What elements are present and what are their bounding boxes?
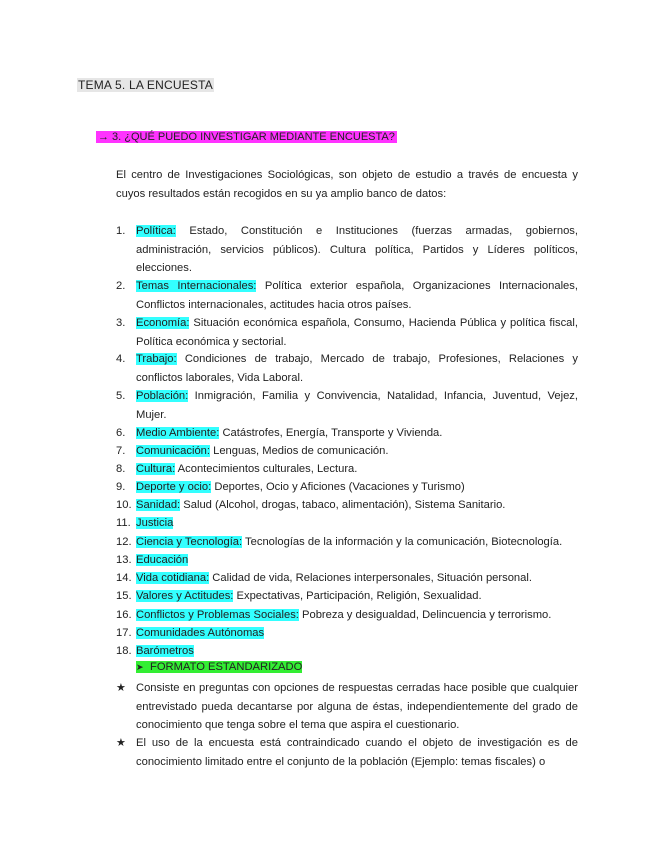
intro-paragraph: El centro de Investigaciones Sociológicas, son objeto de estudio a través de encuesta y cuyos resultados están recogidos en su ya amplio banco de datos:: [116, 169, 578, 200]
list-item: [116, 606, 578, 625]
list-item-text: [136, 442, 578, 461]
list-item-description: Situación económica española, Consumo, Hacienda Pública y política fiscal, Política económica y sectorial.: [136, 317, 578, 348]
list-item-label: Trabajo:: [136, 353, 177, 365]
bullet-text: El uso de la encuesta está contraindicado cuando el objeto de investigación es de conocimiento limitado entre el conjunto de la población (Ejemplo: temas fiscales) o: [136, 737, 578, 768]
list-item-description: Lenguas, Medios de comunicación.: [210, 445, 389, 457]
list-item-text: [136, 314, 578, 351]
list-item-description: Condiciones de trabajo, Mercado de trabajo, Profesiones, Relaciones y conflictos laborales, Vida Laboral.: [136, 353, 578, 384]
list-item-label: Comunicación:: [136, 445, 210, 457]
list-item: [116, 387, 578, 424]
section-heading: → 3. ¿QUÉ PUEDO INVESTIGAR MEDIANTE ENCUESTA?: [98, 131, 395, 143]
list-item: [116, 314, 578, 351]
list-item-text: [136, 587, 578, 606]
list-item: [116, 478, 578, 497]
list-item-number: 18.: [116, 645, 132, 657]
arrowhead-icon: ➤: [136, 662, 144, 672]
list-item-label: Economía:: [136, 317, 190, 329]
list-item-label: Educación: [136, 554, 189, 566]
list-item-number: 2.: [116, 280, 126, 292]
list-item-number: 15.: [116, 590, 132, 602]
list-item-text: [136, 606, 578, 625]
list-item-description: Catástrofes, Energía, Transporte y Vivienda.: [219, 427, 443, 439]
list-item-label: Sanidad:: [136, 499, 181, 511]
list-item-text: [136, 496, 578, 515]
list-item-description: Salud (Alcohol, drogas, tabaco, alimentación), Sistema Sanitario.: [180, 499, 506, 511]
list-item-number: 6.: [116, 427, 126, 439]
list-item-number: 13.: [116, 554, 132, 566]
list-item-text: [136, 277, 578, 314]
list-item-text: [136, 424, 578, 443]
list-item-text: [136, 569, 578, 588]
list-item-description: Tecnologías de la información y la comunicación, Biotecnología.: [242, 536, 563, 548]
list-item: [116, 222, 578, 278]
list-item-label: Población:: [136, 390, 189, 402]
list-item-label: Temas Internacionales:: [136, 280, 257, 292]
list-item: [116, 569, 578, 588]
list-item-label: Cultura:: [136, 463, 176, 475]
list-item-description: Política exterior española, Organizaciones Internacionales, Conflictos internacionales, actitudes hacia otros países.: [136, 280, 578, 311]
list-item-text: [136, 387, 578, 424]
list-item-number: 1.: [116, 225, 126, 237]
list-item-description: Pobreza y desigualdad, Delincuencia y terrorismo.: [298, 609, 552, 621]
list-item-number: 9.: [116, 481, 126, 493]
sub-heading-text: FORMATO ESTANDARIZADO: [150, 661, 303, 673]
list-item-label: Política:: [136, 225, 176, 237]
list-item-label: Conflictos y Problemas Sociales:: [136, 609, 299, 621]
list-item: [116, 533, 578, 552]
list-item-label: Valores y Actitudes:: [136, 590, 234, 602]
list-item: [116, 624, 578, 643]
list-item: [116, 587, 578, 606]
list-item-text: [136, 624, 578, 643]
list-item-label: Ciencia y Tecnología:: [136, 536, 243, 548]
list-item-number: 12.: [116, 536, 132, 548]
list-item-text: [136, 222, 578, 278]
list-item-text: [136, 551, 578, 570]
list-item-number: 7.: [116, 445, 126, 457]
star-bullet-icon: ★: [116, 737, 126, 749]
sub-heading: [136, 658, 302, 677]
list-item-number: 3.: [116, 317, 126, 329]
list-item: [116, 496, 578, 515]
list-item-description: Expectativas, Participación, Religión, Sexualidad.: [233, 590, 482, 602]
list-item-label: Justicia: [136, 517, 174, 529]
list-item-description: Inmigración, Familia y Convivencia, Natalidad, Infancia, Juventud, Vejez, Mujer.: [136, 390, 578, 421]
list-item-number: 14.: [116, 572, 132, 584]
list-item: [116, 424, 578, 443]
list-item: [116, 277, 578, 314]
list-item: [116, 460, 578, 479]
list-item-label: Barómetros: [136, 645, 194, 657]
list-item-number: 5.: [116, 390, 126, 402]
list-item-label: Comunidades Autónomas: [136, 627, 265, 639]
list-item: [116, 350, 578, 387]
list-item-text: [136, 514, 578, 533]
list-item-number: 17.: [116, 627, 132, 639]
page-title: TEMA 5. LA ENCUESTA: [78, 78, 213, 92]
list-item: [116, 514, 578, 533]
bullet-item: [116, 734, 578, 771]
sub-heading-highlight: [136, 661, 302, 673]
list-item-number: 11.: [116, 517, 131, 529]
list-item-text: [136, 350, 578, 387]
list-item-label: Vida cotidiana:: [136, 572, 210, 584]
bullet-text: Consiste en preguntas con opciones de respuestas cerradas hace posible que cualquier entrevistado pueda decantarse por alguna de éstas, independientemente del grado de conocimiento que tenga sobre el tema que aspira el cuestionario.: [136, 682, 578, 731]
list-item-text: [136, 478, 578, 497]
list-item-description: Calidad de vida, Relaciones interpersonales, Situación personal.: [209, 572, 532, 584]
list-item-label: Medio Ambiente:: [136, 427, 220, 439]
star-bullet-icon: ★: [116, 682, 126, 694]
list-item-number: 8.: [116, 463, 126, 475]
list-item-number: 10.: [116, 499, 132, 511]
list-item-text: [136, 460, 578, 479]
list-item: [116, 551, 578, 570]
bullet-item: [116, 679, 578, 735]
list-item-number: 4.: [116, 353, 126, 365]
list-item-text: [136, 533, 578, 552]
list-item-number: 16.: [116, 609, 132, 621]
list-item: [116, 442, 578, 461]
list-item-description: Estado, Constitución e Instituciones (fuerzas armadas, gobiernos, administración, servicios públicos). Cultura política, Partidos y Líderes políticos, elecciones.: [136, 225, 578, 274]
list-item-description: Acontecimientos culturales, Lectura.: [175, 463, 358, 475]
list-item-description: Deportes, Ocio y Aficiones (Vacaciones y Turismo): [211, 481, 465, 493]
list-item-label: Deporte y ocio:: [136, 481, 212, 493]
